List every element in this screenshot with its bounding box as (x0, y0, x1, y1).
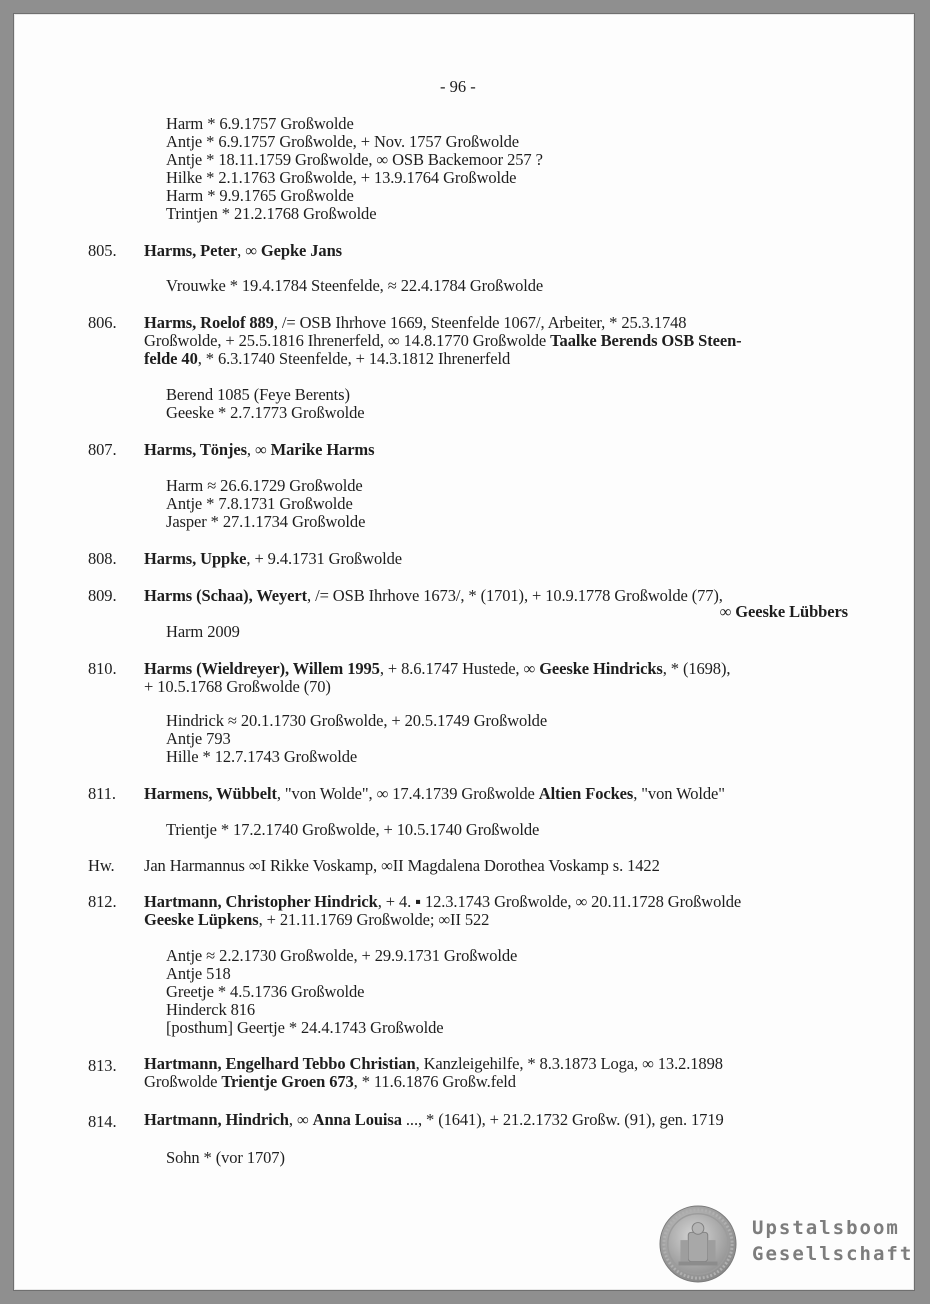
entry-number: 810. (88, 659, 117, 678)
child-line: Hilke * 2.1.1763 Großwolde, + 13.9.1764 Großwolde (166, 168, 517, 187)
entry-header-line (144, 1073, 516, 1091)
child-line: Antje * 6.9.1757 Großwolde, + Nov. 1757 Großwolde (166, 132, 520, 151)
page-number: - 96 - (440, 77, 476, 96)
entry-text: , + 9.4.1731 Großwolde (246, 549, 402, 568)
entry-number: 808. (88, 549, 117, 568)
bold-name: Marike Harms (270, 440, 375, 459)
child-line: Vrouwke * 19.4.1784 Steenfelde, ≈ 22.4.1784 Großwolde (166, 276, 544, 295)
entry-text: Großwolde, + 25.5.1816 Ihrenerfeld, ∞ 14.8.1770 Großwolde (144, 331, 551, 350)
child-line: Antje * 7.8.1731 Großwolde (166, 494, 353, 513)
entry-text: , ∞ (246, 440, 271, 459)
child-line: Jasper * 27.1.1734 Großwolde (166, 512, 366, 531)
entry-header-line (144, 332, 742, 350)
entry-header-line (144, 785, 725, 803)
bold-name: Geeske Hindricks (539, 659, 663, 678)
entry-text: , + 4. ▪ 12.3.1743 Großwolde, ∞ 20.11.1728 Großwolde (377, 892, 742, 911)
entry-text: , + 21.11.1769 Großwolde; ∞II 522 (258, 910, 490, 929)
child-line: Berend 1085 (Feye Berents) (166, 385, 350, 404)
bold-name: Hartmann, Christopher Hindrick (144, 892, 378, 911)
entry-number: 805. (88, 241, 117, 260)
bold-name: Harms (Schaa), Weyert (144, 586, 308, 605)
entry-header-line (144, 441, 374, 459)
bold-name: Anna Louisa (312, 1110, 402, 1129)
child-line: Hinderck 816 (166, 1000, 256, 1019)
bold-name: Harmens, Wübbelt (144, 784, 277, 803)
entry-header-line (144, 1111, 724, 1129)
child-line: Greetje * 4.5.1736 Großwolde (166, 982, 365, 1001)
child-line: Antje * 18.11.1759 Großwolde, ∞ OSB Backemoor 257 ? (166, 150, 543, 169)
child-line: Trintjen * 21.2.1768 Großwolde (166, 204, 377, 223)
entry-number: 806. (88, 313, 117, 332)
entry-text: , Kanzleigehilfe, * 8.3.1873 Loga, ∞ 13.2.1898 (415, 1054, 723, 1073)
child-line: Harm * 6.9.1757 Großwolde (166, 114, 354, 133)
bold-name: Harms (Wieldreyer), Willem 1995 (144, 659, 380, 678)
entry-text: Großwolde (144, 1072, 222, 1091)
bold-name: Geeske Lüpkens (144, 910, 259, 929)
logo-text-line2: Gesellschaft (752, 1243, 914, 1265)
entry-header-line (720, 603, 848, 621)
child-line: [posthum] Geertje * 24.4.1743 Großwolde (166, 1018, 444, 1037)
entry-header-line (144, 350, 510, 368)
bold-name: Gepke Jans (260, 241, 342, 260)
entry-text: , /= OSB Ihrhove 1669, Steenfelde 1067/, Arbeiter, * 25.3.1748 (273, 313, 687, 332)
bold-name: Harms, Uppke (144, 549, 247, 568)
child-line: Geeske * 2.7.1773 Großwolde (166, 403, 365, 422)
entry-header-line (144, 1055, 723, 1073)
entry-text: , /= OSB Ihrhove 1673/, * (1701), + 10.9.1778 Großwolde (77), (307, 586, 723, 605)
entry-header-line (144, 678, 331, 696)
bold-name: Harms, Tönjes (144, 440, 247, 459)
bold-name: Hartmann, Hindrich (144, 1110, 289, 1129)
entry-number: 814. (88, 1112, 117, 1131)
entry-header-line (144, 242, 342, 260)
entry-text: , * 11.6.1876 Großw.feld (353, 1072, 516, 1091)
bold-name: Geeske Lübbers (735, 602, 848, 621)
entry-text: , * 6.3.1740 Steenfelde, + 14.3.1812 Ihrenerfeld (197, 349, 511, 368)
entry-number: 807. (88, 440, 117, 459)
bold-name: Trientje Groen 673 (221, 1072, 354, 1091)
entry-text: , ∞ (237, 241, 261, 260)
entry-text: , "von Wolde" (633, 784, 725, 803)
seal-icon (659, 1205, 737, 1283)
entry-text: Jan Harmannus ∞I Rikke Voskamp, ∞II Magdalena Dorothea Voskamp s. 1422 (144, 856, 660, 875)
entry-header-line (144, 660, 730, 678)
entry-text: + 10.5.1768 Großwolde (70) (144, 677, 331, 696)
entry-number: 809. (88, 586, 117, 605)
entry-number: 812. (88, 892, 117, 911)
child-line: Sohn * (vor 1707) (166, 1148, 285, 1167)
bold-name: Altien Fockes (538, 784, 634, 803)
entry-text: , * (1698), (662, 659, 731, 678)
entry-header-line (144, 587, 723, 605)
bold-name: Harms, Roelof 889 (144, 313, 274, 332)
child-line: Antje ≈ 2.2.1730 Großwolde, + 29.9.1731 Großwolde (166, 946, 518, 965)
entry-number: 811. (88, 784, 116, 803)
child-line: Harm ≈ 26.6.1729 Großwolde (166, 476, 363, 495)
child-line: Antje 793 (166, 729, 231, 748)
child-line: Antje 518 (166, 964, 231, 983)
child-line: Hindrick ≈ 20.1.1730 Großwolde, + 20.5.1749 Großwolde (166, 711, 548, 730)
entry-header-line (144, 314, 686, 332)
bold-name: Harms, Peter (144, 241, 238, 260)
entry-header-line (144, 911, 489, 929)
entry-number: 813. (88, 1056, 117, 1075)
child-line: Hille * 12.7.1743 Großwolde (166, 747, 358, 766)
bold-name: Taalke Berends OSB Steen- (550, 331, 742, 350)
child-line: Harm 2009 (166, 622, 240, 641)
bold-name: Hartmann, Engelhard Tebbo Christian (144, 1054, 416, 1073)
entry-header-line (144, 893, 741, 911)
bold-name: felde 40 (144, 349, 198, 368)
logo-text-line1: Upstalsboom (752, 1217, 900, 1239)
entry-text: , "von Wolde", ∞ 17.4.1739 Großwolde (276, 784, 539, 803)
entry-text: ..., * (1641), + 21.2.1732 Großw. (91), gen. 1719 (401, 1110, 724, 1129)
entry-number: Hw. (88, 856, 115, 875)
child-line: Trientje * 17.2.1740 Großwolde, + 10.5.1740 Großwolde (166, 820, 540, 839)
entry-text: , ∞ (288, 1110, 313, 1129)
entry-header-line (144, 857, 660, 875)
entry-text: ∞ (719, 602, 736, 621)
entry-header-line (144, 550, 402, 568)
child-line: Harm * 9.9.1765 Großwolde (166, 186, 354, 205)
entry-text: , + 8.6.1747 Hustede, ∞ (379, 659, 540, 678)
